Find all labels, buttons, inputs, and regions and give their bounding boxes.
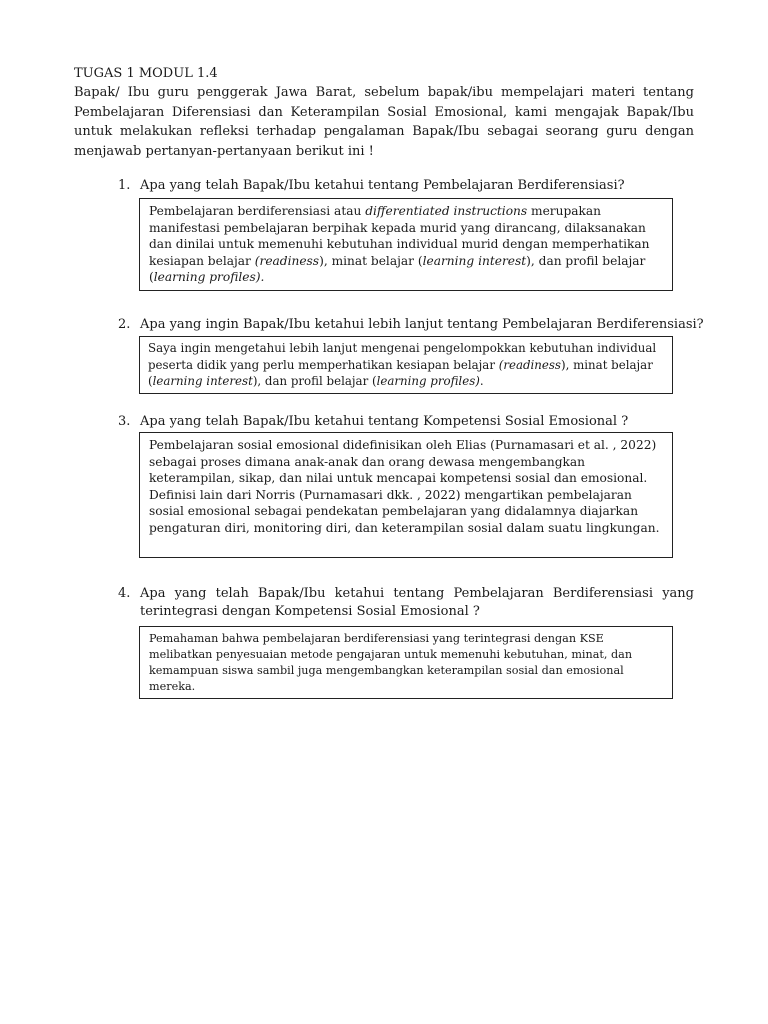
question-number: 1.	[118, 178, 131, 193]
answer-text: ), minat belajar (	[148, 357, 653, 389]
answer-term: learning interest	[422, 253, 527, 268]
answer-box-4: Pemahaman bahwa pembelajaran berdiferensiasi yang terintegrasi dengan KSE melibatkan penyesuaian metode pengajaran untuk memenuhi kebutuhan, minat, dan kemampuan siswa sambil juga mengembangkan keterampilan sosial dan emosional mereka.	[139, 626, 673, 699]
answer-term: learning profiles)	[376, 374, 480, 389]
answer-text: ), dan profil belajar (	[149, 253, 646, 285]
answer-text: ), minat belajar (	[319, 253, 423, 268]
answer-text: merupakan manifestasi pembelajaran berpihak kepada murid yang dirancang, dilaksanakan dan dinilai untuk memenuhi kebutuhan individual murid dengan memperhatikan kesiapan belajar	[149, 204, 650, 268]
question-text: Apa yang telah Bapak/Ibu ketahui tentang Pembelajaran Berdiferensiasi?	[140, 178, 625, 193]
answer-box-3: Pembelajaran sosial emosional didefinisikan oleh Elias (Purnamasari et al. , 2022) sebagai proses dimana anak-anak dan orang dewasa mengembangkan keterampilan, sikap, dan nilai untuk mencapai kompetensi sosial dan emosional. Definisi lain dari Norris (Purnamasari dkk. , 2022) mengartikan pembelajaran sosial emosional sebagai pendekatan pembelajaran yang didalamnya diajarkan pengaturan diri, monitoring diri, dan keterampilan sosial dalam suatu lingkungan.	[139, 432, 673, 558]
question-4	[118, 585, 694, 621]
answer-text: .	[479, 374, 484, 389]
question-number: 3.	[118, 414, 131, 429]
question-number: 2.	[118, 317, 131, 332]
document-page	[74, 64, 694, 161]
question-1	[118, 177, 694, 195]
question-3	[118, 413, 694, 431]
answer-term: learning profiles).	[153, 270, 265, 285]
document-intro: Bapak/ Ibu guru penggerak Jawa Barat, sebelum bapak/ibu mempelajari materi tentang Pembelajaran Diferensiasi dan Keterampilan Sosial Emosional, kami mengajak Bapak/Ibu untuk melakukan refleksi terhadap pengalaman Bapak/Ibu sebagai seorang guru dengan menjawab pertanyan-pertanyaan berikut ini !	[74, 85, 694, 159]
answer-box-1	[139, 198, 673, 291]
question-text: Apa yang telah Bapak/Ibu ketahui tentang Pembelajaran Berdiferensiasi yang terintegrasi dengan Kompetensi Sosial Emosional ?	[140, 586, 694, 619]
question-number: 4.	[118, 586, 131, 601]
document-title: TUGAS 1 MODUL 1.4	[74, 66, 218, 81]
question-text: Apa yang ingin Bapak/Ibu ketahui lebih lanjut tentang Pembelajaran Berdiferensiasi?	[140, 317, 704, 332]
answer-term: (readiness	[254, 253, 320, 268]
answer-term: differentiated instructions	[365, 204, 528, 218]
question-2	[118, 316, 710, 334]
question-text: Apa yang telah Bapak/Ibu ketahui tentang Kompetensi Sosial Emosional ?	[140, 414, 629, 429]
answer-text: Saya ingin mengetahui lebih lanjut mengenai pengelompokkan kebutuhan individual peserta didik yang perlu memperhatikan kesiapan belajar	[148, 341, 657, 372]
answer-box-2	[139, 336, 673, 394]
answer-text: ), dan profil belajar (	[252, 374, 377, 389]
answer-term: learning interest	[152, 374, 253, 389]
answer-text: Pembelajaran berdiferensiasi atau	[149, 204, 366, 218]
answer-term: (readiness	[498, 357, 561, 372]
